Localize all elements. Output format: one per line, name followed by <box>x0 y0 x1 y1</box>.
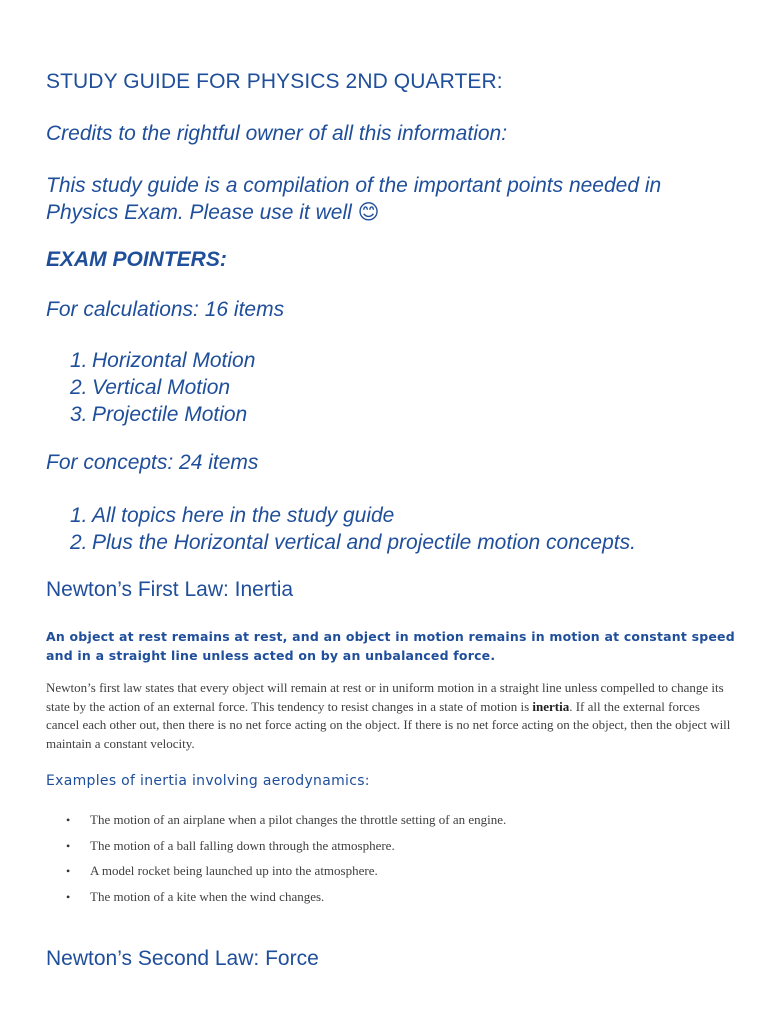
concepts-list <box>70 502 636 556</box>
examples-heading: Examples of inertia involving aerodynamics: <box>46 773 370 789</box>
list-item: • The motion of a kite when the wind changes. <box>46 887 506 913</box>
first-law-paragraph: Newton’s first law states that every object will remain at rest or in uniform motion in a straight line unless compelled to change its state by the action of an external force. This tendency to resist changes in a state of motion is inertia. If all the external forces cancel each other out, then there is no net force acting on the object. If there is no net force acting on the object, then the object will maintain a constant velocity. <box>46 680 731 751</box>
calculations-list <box>70 347 255 428</box>
page-title: STUDY GUIDE FOR PHYSICS 2ND QUARTER: <box>46 70 503 93</box>
bullet-icon: • <box>66 838 71 853</box>
second-law-heading: Newton’s Second Law: Force <box>46 947 319 970</box>
list-item: • The motion of a ball falling down through the atmosphere. <box>46 836 506 862</box>
list-item: 2. Plus the Horizontal vertical and projectile motion concepts. <box>70 531 636 554</box>
bullet-icon: • <box>66 864 71 878</box>
compilation-note: This study guide is a compilation of the important points needed in Physics Exam. Please use it well 😊 <box>46 174 662 224</box>
list-item: • The motion of an airplane when a pilot changes the throttle setting of an engine. <box>46 810 506 836</box>
list-item: 1. Horizontal Motion <box>70 349 256 372</box>
exam-pointers-heading: EXAM POINTERS: <box>46 248 227 271</box>
credits-line: Credits to the rightful owner of all this information: <box>46 122 508 145</box>
examples-list <box>46 810 506 912</box>
list-item: • A model rocket being launched up into the atmosphere. <box>46 861 506 887</box>
list-item: 2. Vertical Motion <box>70 376 231 399</box>
list-item: 1. All topics here in the study guide <box>70 504 395 527</box>
inertia-term: inertia <box>532 698 570 714</box>
bullet-icon: • <box>66 889 71 904</box>
calculations-label: For calculations: 16 items <box>46 298 285 321</box>
concepts-label: For concepts: 24 items <box>46 451 259 474</box>
first-law-statement: An object at rest remains at rest, and an object in motion remains in motion at constant speed and in a straight line unless acted on by an unbalanced force. <box>46 629 735 663</box>
bullet-icon: • <box>66 813 71 827</box>
first-law-heading: Newton’s First Law: Inertia <box>46 578 294 601</box>
list-item: 3. Projectile Motion <box>70 403 248 426</box>
